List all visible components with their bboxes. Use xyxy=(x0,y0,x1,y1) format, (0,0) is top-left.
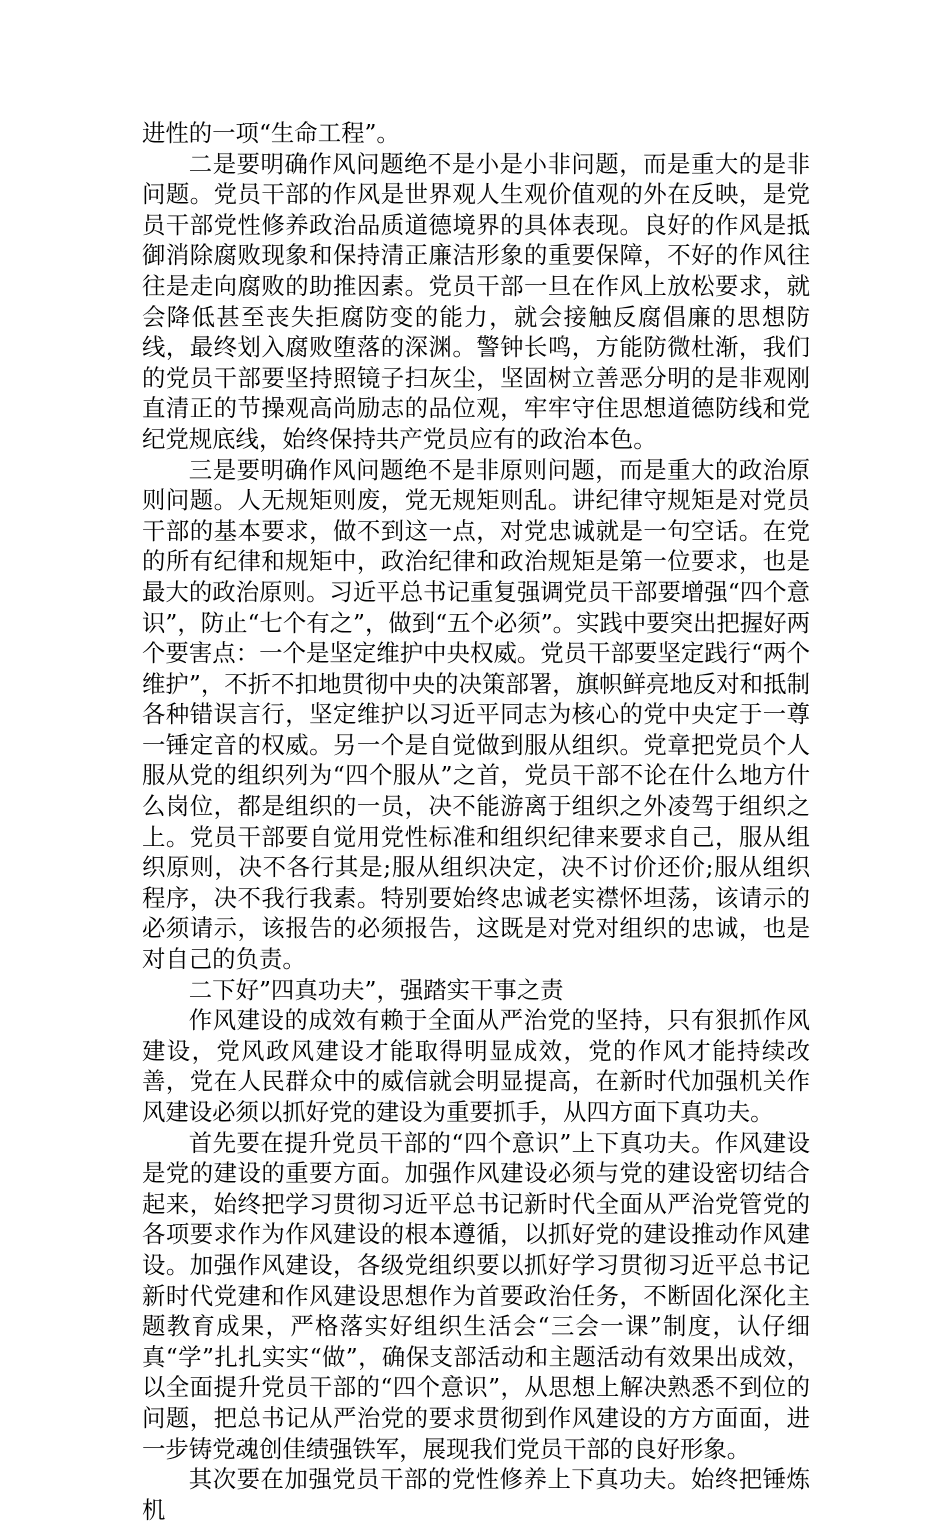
paragraph: 三是要明确作风问题绝不是非原则问题，而是重大的政治原则问题。人无规矩则废，党无规矩则乱。讲纪律守规矩是对党员干部的基本要求，做不到这一点，对党忠诚就是一句空话。在党的所有纪律和规矩中，政治纪律和政治规矩是第一位要求，也是最大的政治原则。习近平总书记重复强调党员干部要增强“四个意识”，防止“七个有之”，做到“五个必须”。实践中要突出把握好两个要害点：一个是坚定维护中央权威。党员干部要坚定践行“两个维护”，不折不扣地贯彻中央的决策部署，旗帜鲜亮地反对和抵制各种错误言行，坚定维护以习近平同志为核心的党中央定于一尊一锤定音的权威。另一个是自觉做到服从组织。党章把党员个人服从党的组织列为“四个服从”之首，党员干部不论在什么地方什么岗位，都是组织的一员，决不能游离于组织之外凌驾于组织之上。党员干部要自觉用党性标准和组织纪律来要求自己，服从组织原则，决不各行其是;服从组织决定，决不讨价还价;服从组织程序，决不我行我素。特别要始终忠诚老实襟怀坦荡，该请示的必须请示，该报告的必须报告，这既是对党对组织的忠诚，也是对自己的负责。 xyxy=(142,455,810,974)
paragraph: 作风建设的成效有赖于全面从严治党的坚持，只有狠抓作风建设，党风政风建设才能取得明显成效，党的作风才能持续改善，党在人民群众中的威信就会明显提高，在新时代加强机关作风建设必须以抓好党的建设为重要抓手，从四方面下真功夫。 xyxy=(142,1006,810,1126)
paragraph: 进性的一项“生命工程”。 xyxy=(142,119,400,147)
section-heading: 二下好”四真功夫”，强踏实干事之责 xyxy=(188,975,564,1004)
paragraph: 首先要在提升党员干部的“四个意识”上下真功夫。作风建设是党的建设的重要方面。加强作风建设必须与党的建设密切结合起来，始终把学习贯彻习近平总书记新时代全面从严治党管党的各项要求作为作风建设的根本遵循，以抓好党的建设推动作风建设。加强作风建设，各级党组织要以抓好学习贯彻习近平总书记新时代党建和作风建设思想作为首要政治任务，不断固化深化主题教育成果，严格落实好组织生活会“三会一课”制度，认仔细真“学”扎扎实实“做”，确保支部活动和主题活动有效果出成效，以全面提升党员干部的“四个意识”，从思想上解决熟悉不到位的问题，把总书记从严治党的要求贯彻到作风建设的方方面面，进一步铸党魂创佳绩强铁军，展现我们党员干部的良好形象。 xyxy=(142,1128,810,1463)
paragraph: 其次要在加强党员干部的党性修养上下真功夫。始终把锤炼机 xyxy=(142,1465,810,1524)
paragraph: 二是要明确作风问题绝不是小是小非问题，而是重大的是非问题。党员干部的作风是世界观人生观价值观的外在反映，是党员干部党性修养政治品质道德境界的具体表现。良好的作风是抵御消除腐败现象和保持清正廉洁形象的重要保障，不好的作风往往是走向腐败的助推因素。党员干部一旦在作风上放松要求，就会降低甚至丧失拒腐防变的能力，就会接触反腐倡廉的思想防线，最终划入腐败堕落的深渊。警钟长鸣，方能防微杜渐，我们的党员干部要坚持照镜子扫灰尘，坚固树立善恶分明的是非观刚直清正的节操观高尚励志的品位观，牢牢守住思想道德防线和党纪党规底线，始终保持共产党员应有的政治本色。 xyxy=(142,149,810,453)
document-body xyxy=(142,118,810,1525)
